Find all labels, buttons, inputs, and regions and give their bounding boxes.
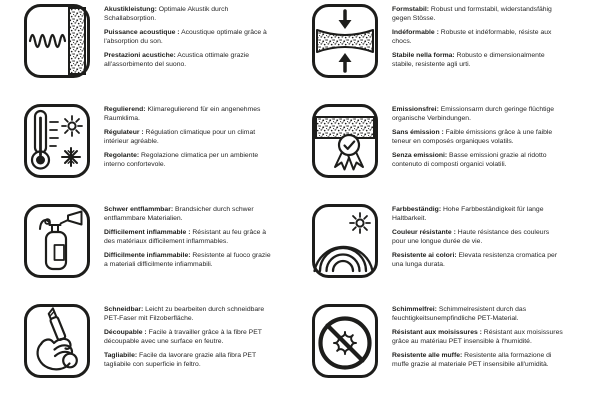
feature-entry-fr: Résistant aux moisissures : Résistant aux moisissures grâce au matériau PET insensible à l'humidité. bbox=[392, 329, 563, 345]
compression-arrows-panel-icon bbox=[312, 4, 378, 78]
feature-text-flame-retardant bbox=[104, 204, 276, 274]
feature-entry-fr: Régulateur : Régulation climatique pour un climat intérieur agréable. bbox=[104, 129, 256, 145]
feature-card-form-stability bbox=[300, 0, 600, 100]
feature-entry-de: Farbbeständig: Hohe Farbbeständigkeit für lange Haltbarkeit. bbox=[392, 206, 544, 222]
feature-entry-it: Senza emissioni: Basse emissioni grazie al ridotto contenuto di composti organici volatili. bbox=[392, 152, 547, 168]
feature-entry-fr: Indéformable : Robuste et indéformable, résiste aux chocs. bbox=[392, 29, 552, 45]
feature-entry-fr: Couleur résistante : Haute résistance des couleurs pour une longue durée de vie. bbox=[392, 229, 550, 245]
fire-extinguisher-icon bbox=[24, 204, 90, 278]
feature-entry-fr: Sans émission : Faible émissions grâce à une faible teneur en composés organiques volatils. bbox=[392, 129, 553, 145]
rainbow-sun-icon bbox=[312, 204, 378, 278]
feature-card-flame-retardant bbox=[0, 200, 300, 300]
feature-entry-it: Resistente alle muffe: Resistente alla formazione di muffe grazie al materiale PET insensibile all'umidità. bbox=[392, 352, 552, 368]
feature-card-cuttable bbox=[0, 300, 300, 400]
feature-text-cuttable bbox=[104, 304, 276, 374]
feature-entry-it: Stabile nella forma: Robusto e dimensionalmente stabile, resistente agli urti. bbox=[392, 52, 545, 68]
feature-card-climate bbox=[0, 100, 300, 200]
feature-entry-fr: Difficilement inflammable : Résistant au feu grâce à des matériaux difficilement inflammables. bbox=[104, 229, 267, 245]
feature-entry-it: Tagliabile: Facile da lavorare grazie alla fibra PET tagliabile con superficie in feltro. bbox=[104, 352, 256, 368]
feature-text-mold-resistant bbox=[392, 304, 564, 374]
feature-entry-de: Formstabil: Robust und formstabil, widerstandsfähig gegen Stösse. bbox=[392, 6, 552, 22]
thermometer-sun-snowflake-icon bbox=[24, 104, 90, 178]
feature-entry-fr: Puissance acoustique : Acoustique optimale grâce à l'absorption du son. bbox=[104, 29, 267, 45]
feature-entry-de: Schwer entflammbar: Brandsicher durch schwer entflammbare Materialien. bbox=[104, 206, 254, 222]
hand-cutter-icon bbox=[24, 304, 90, 378]
feature-card-emission-free bbox=[300, 100, 600, 200]
feature-entry-it: Difficilmente infiammabile: Resistente al fuoco grazie a materiali difficilmente infiammabili. bbox=[104, 252, 271, 268]
feature-entry-it: Prestazioni acustiche: Acustica ottimale grazie all'assorbimento del suono. bbox=[104, 52, 250, 68]
feature-entry-de: Schimmelfrei: Schimmelresistent durch das feuchtigkeitsunempfindliche PET-Material. bbox=[392, 306, 527, 322]
feature-entry-it: Regolante: Regolazione climatica per un ambiente interno confortevole. bbox=[104, 152, 259, 168]
feature-text-acoustic bbox=[104, 4, 276, 74]
feature-entry-fr: Découpable : Facile à travailler grâce à la fibre PET découpable avec une surface en feutre. bbox=[104, 329, 262, 345]
panel-award-badge-icon bbox=[312, 104, 378, 178]
feature-entry-de: Akustikleistung: Optimale Akustik durch Schallabsorption. bbox=[104, 6, 229, 22]
feature-text-climate bbox=[104, 104, 276, 174]
sound-absorption-icon bbox=[24, 4, 90, 78]
feature-entry-it: Resistente ai colori: Elevata resistenza cromatica per una lunga durata. bbox=[392, 252, 558, 268]
feature-card-colorfast bbox=[300, 200, 600, 300]
feature-card-mold-resistant bbox=[300, 300, 600, 400]
feature-text-emission-free bbox=[392, 104, 564, 174]
feature-text-colorfast bbox=[392, 204, 564, 274]
feature-entry-de: Emissionsfrei: Emissionsarm durch geringe flüchtige organische Verbindungen. bbox=[392, 106, 555, 122]
feature-card-acoustic bbox=[0, 0, 300, 100]
feature-entry-de: Regulierend: Klimaregulierend für ein angenehmes Raumklima. bbox=[104, 106, 261, 122]
feature-text-form-stability bbox=[392, 4, 564, 74]
feature-entry-de: Schneidbar: Leicht zu bearbeiten durch schneidbare PET-Faser mit Filzoberfläche. bbox=[104, 306, 265, 322]
no-mold-icon bbox=[312, 304, 378, 378]
